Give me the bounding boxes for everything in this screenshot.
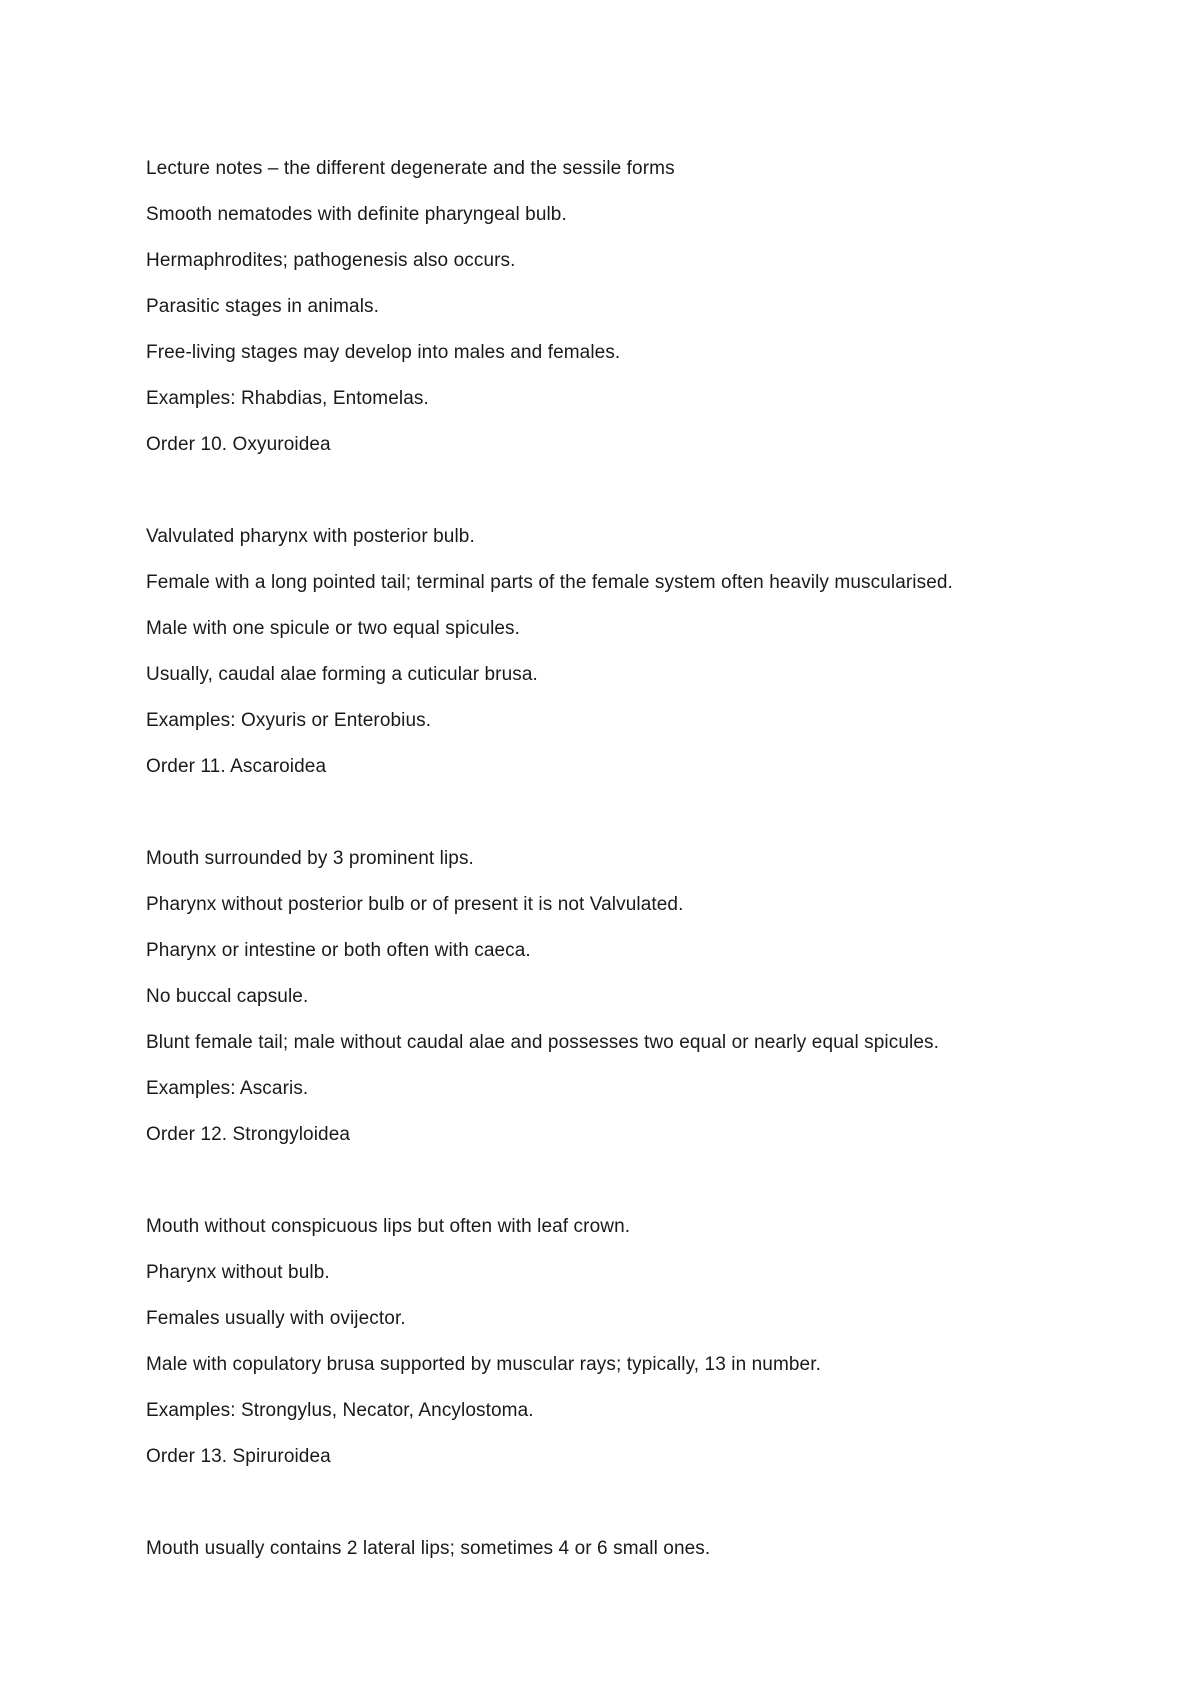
document-title: Lecture notes – the different degenerate and the sessile forms (146, 158, 675, 179)
spacer (146, 1480, 1096, 1526)
spacer (146, 1158, 1096, 1204)
text-line: Valvulated pharynx with posterior bulb. (146, 526, 475, 547)
text-line: Male with copulatory brusa supported by muscular rays; typically, 13 in number. (146, 1354, 821, 1375)
section-heading: Order 11. Ascaroidea (146, 756, 327, 777)
text-line: Usually, caudal alae forming a cuticular brusa. (146, 664, 538, 685)
section-heading: Order 10. Oxyuroidea (146, 434, 331, 455)
spacer (146, 468, 1096, 514)
spacer (146, 790, 1096, 836)
text-line: Smooth nematodes with definite pharyngeal bulb. (146, 204, 567, 225)
text-line: Examples: Strongylus, Necator, Ancylostoma. (146, 1400, 534, 1421)
section-heading: Order 12. Strongyloidea (146, 1124, 351, 1145)
text-line: Pharynx without bulb. (146, 1262, 330, 1283)
text-line: Females usually with ovijector. (146, 1308, 406, 1329)
text-line: Mouth without conspicuous lips but often with leaf crown. (146, 1216, 631, 1237)
text-line: Mouth usually contains 2 lateral lips; sometimes 4 or 6 small ones. (146, 1538, 711, 1559)
text-line: Examples: Oxyuris or Enterobius. (146, 710, 432, 731)
text-line: Female with a long pointed tail; terminal parts of the female system often heavily muscularised. (146, 572, 953, 593)
text-line: Mouth surrounded by 3 prominent lips. (146, 848, 474, 869)
text-line: Parasitic stages in animals. (146, 296, 380, 317)
text-line: Male with one spicule or two equal spicules. (146, 618, 521, 639)
text-line: Examples: Ascaris. (146, 1078, 309, 1099)
document-body (146, 146, 1096, 1572)
text-line: Hermaphrodites; pathogenesis also occurs. (146, 250, 516, 271)
section-heading: Order 13. Spiruroidea (146, 1446, 331, 1467)
text-line: Free-living stages may develop into males and females. (146, 342, 621, 363)
text-line: Pharynx or intestine or both often with caeca. (146, 940, 531, 961)
text-line: Examples: Rhabdias, Entomelas. (146, 388, 429, 409)
text-line: No buccal capsule. (146, 986, 309, 1007)
text-line: Pharynx without posterior bulb or of present it is not Valvulated. (146, 894, 684, 915)
text-line: Blunt female tail; male without caudal alae and possesses two equal or nearly equal spicules. (146, 1032, 939, 1053)
